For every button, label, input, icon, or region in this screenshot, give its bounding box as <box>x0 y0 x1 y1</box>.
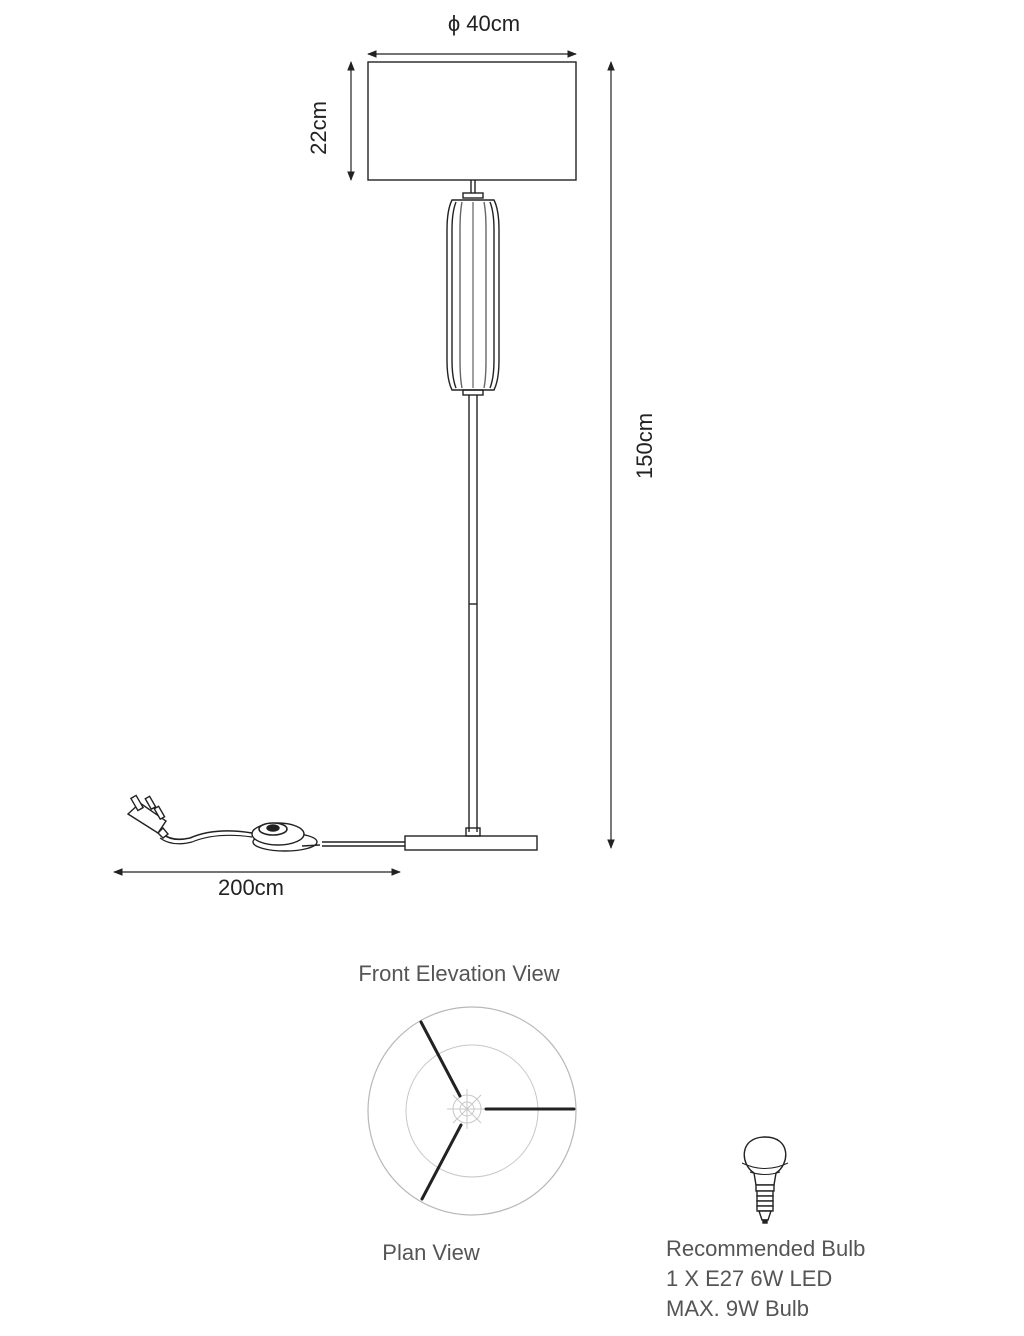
bulb-icon <box>742 1137 788 1223</box>
foot-switch <box>252 823 320 851</box>
lamp-stem <box>466 395 480 836</box>
bulb-spec-line: 1 X E27 6W LED <box>666 1266 833 1291</box>
plan-inner-circle <box>406 1045 538 1177</box>
shade-diameter-label: ϕ 40cm <box>447 11 521 36</box>
front-elevation-caption: Front Elevation View <box>358 961 560 986</box>
uk-plug <box>128 795 168 838</box>
plan-outer-circle <box>368 1007 576 1215</box>
front-elevation-view <box>128 62 576 851</box>
ribbed-glass-body <box>447 200 499 390</box>
plan-view <box>368 1007 576 1215</box>
shade-height-label: 22cm <box>306 101 331 155</box>
lamp-base <box>405 836 537 850</box>
plan-view-caption: Plan View <box>382 1240 480 1265</box>
cable-length-label: 200cm <box>217 875 285 900</box>
recommended-bulb-title: Recommended Bulb <box>666 1236 866 1261</box>
dimension-lines <box>114 54 611 872</box>
upper-collar <box>463 193 483 198</box>
lamp-shade <box>368 62 576 180</box>
lower-collar <box>463 390 483 395</box>
bulb-max-line: MAX. 9W Bulb <box>666 1296 810 1321</box>
total-height-label: 150cm <box>632 412 657 480</box>
shade-spokes <box>421 1022 574 1199</box>
